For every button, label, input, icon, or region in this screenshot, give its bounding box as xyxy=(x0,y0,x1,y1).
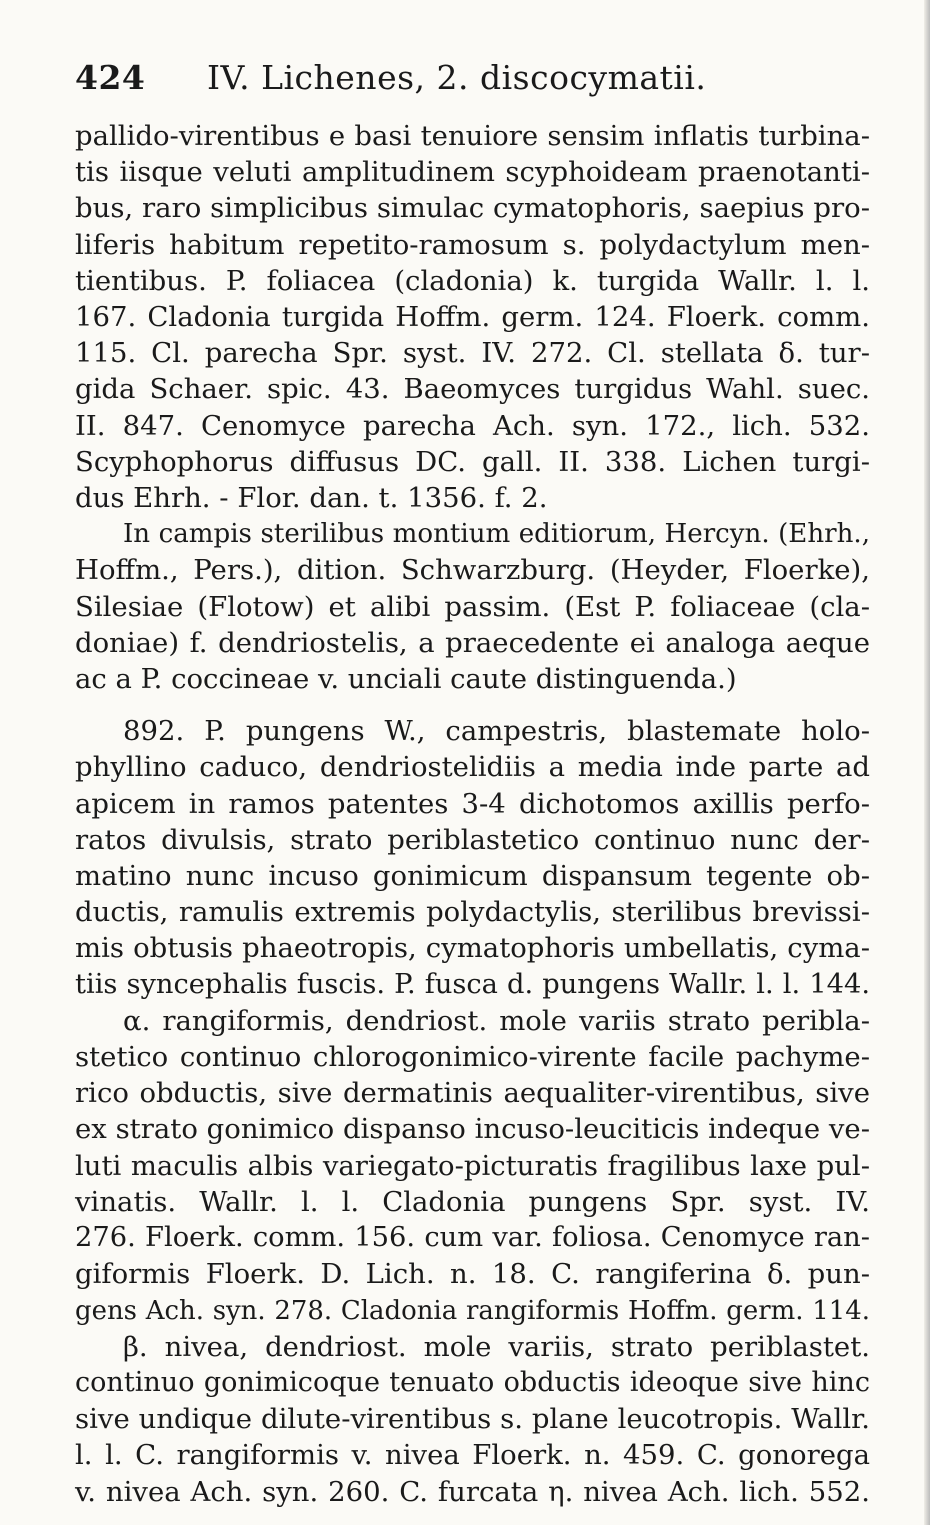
paragraph-habitat xyxy=(75,516,870,697)
text-line: l. l. C. rangiformis v. nivea Floerk. n. 459. C. gonorega xyxy=(75,1439,870,1472)
text-line: gida Schaer. spic. 43. Baeomyces turgidus Wahl. suec. xyxy=(75,373,870,406)
text-line: stetico continuo chlorogonimico-virente facile pachyme- xyxy=(75,1041,870,1074)
text-line: pallido-virentibus e basi tenuiore sensim inflatis turbina- xyxy=(75,120,870,152)
text-line: apicem in ramos patentes 3-4 dichotomos axillis perfo- xyxy=(75,787,870,820)
text-line: mis obtusis phaeotropis, cymatophoris umbellatis, cyma- xyxy=(75,932,870,965)
text-line: 892. P. pungens W., campestris, blastemate holo- xyxy=(123,715,870,748)
text-line: matino nunc incuso gonimicum dispansum tegente ob- xyxy=(75,860,870,893)
text-line: giformis Floerk. D. Lich. n. 18. C. rangiferina δ. pun- xyxy=(75,1258,870,1291)
text-line: doniae) f. dendriostelis, a praecedente ei analoga aeque xyxy=(75,626,870,659)
text-line: bus, raro simplicibus simulac cymatophoris, saepius pro- xyxy=(75,192,870,225)
text-line: rico obductis, sive dermatinis aequaliter-virentibus, sive xyxy=(75,1077,870,1110)
page-body xyxy=(75,118,870,1510)
text-line: vinatis. Wallr. l. l. Cladonia pungens Spr. syst. IV. xyxy=(75,1185,870,1218)
running-header xyxy=(75,58,870,118)
text-line: tientibus. P. foliacea (cladonia) k. turgida Wallr. l. l. xyxy=(75,264,870,297)
text-line: luti maculis albis variegato-picturatis fragilibus laxe pul- xyxy=(75,1149,870,1182)
text-line: Silesiae (Flotow) et alibi passim. (Est P. foliaceae (cla- xyxy=(75,590,870,623)
text-line: tis iisque veluti amplitudinem scyphoideam praenotanti- xyxy=(75,156,870,189)
text-line: In campis sterilibus montium editiorum, Hercyn. (Ehrh., xyxy=(123,519,870,550)
text-line: v. nivea Ach. syn. 260. C. furcata η. nivea Ach. lich. 552. xyxy=(75,1475,870,1508)
paragraph-turgida-synonyms xyxy=(75,118,870,516)
text-line: tiis syncephalis fuscis. P. fusca d. pungens Wallr. l. l. 144. xyxy=(75,968,870,1000)
text-line: β. nivea, dendriost. mole variis, strato periblastet. xyxy=(123,1330,870,1363)
text-line: liferis habitum repetito-ramosum s. polydactylum men- xyxy=(75,228,870,261)
text-line: sive undique dilute-virentibus s. plane leucotropis. Wallr. xyxy=(75,1403,870,1436)
text-line: α. rangiformis, dendriost. mole variis strato peribla- xyxy=(123,1004,870,1037)
text-line: continuo gonimicoque tenuato obductis ideoque sive hinc xyxy=(75,1366,870,1398)
paragraph-variety-beta xyxy=(75,1329,870,1510)
running-title: IV. Lichenes, 2. discocymatii. xyxy=(207,58,707,97)
page-edge-shadow xyxy=(924,0,930,1525)
text-line: dus Ehrh. - Flor. dan. t. 1356. f. 2. xyxy=(75,482,548,515)
book-page xyxy=(75,58,870,1510)
paragraph-species-892 xyxy=(75,713,870,1003)
page-number: 424 xyxy=(75,58,146,97)
text-line: Scyphophorus diffusus DC. gall. II. 338. Lichen turgi- xyxy=(75,445,870,478)
text-line: gens Ach. syn. 278. Cladonia rangiformis Hoffm. germ. 114. xyxy=(75,1295,870,1326)
text-line: ductis, ramulis extremis polydactylis, sterilibus brevissi- xyxy=(75,896,870,929)
text-line: ac a P. coccineae v. unciali caute distinguenda.) xyxy=(75,663,737,696)
text-line: 167. Cladonia turgida Hoffm. germ. 124. Floerk. comm. xyxy=(75,301,870,334)
text-line: II. 847. Cenomyce parecha Ach. syn. 172., lich. 532. xyxy=(75,409,870,442)
text-line: 276. Floerk. comm. 156. cum var. foliosa. Cenomyce ran- xyxy=(75,1222,870,1254)
text-line: ratos divulsis, strato periblastetico continuo nunc der- xyxy=(75,823,870,856)
text-line: ex strato gonimico dispanso incuso-leuciticis indeque ve- xyxy=(75,1113,870,1146)
text-line: phyllino caduco, dendriostelidiis a media inde parte ad xyxy=(75,751,870,784)
text-line: 115. Cl. parecha Spr. syst. IV. 272. Cl. stellata δ. tur- xyxy=(75,337,870,370)
text-line: Hoffm., Pers.), dition. Schwarzburg. (Heyder, Floerke), xyxy=(75,554,870,587)
paragraph-variety-alpha xyxy=(75,1003,870,1329)
